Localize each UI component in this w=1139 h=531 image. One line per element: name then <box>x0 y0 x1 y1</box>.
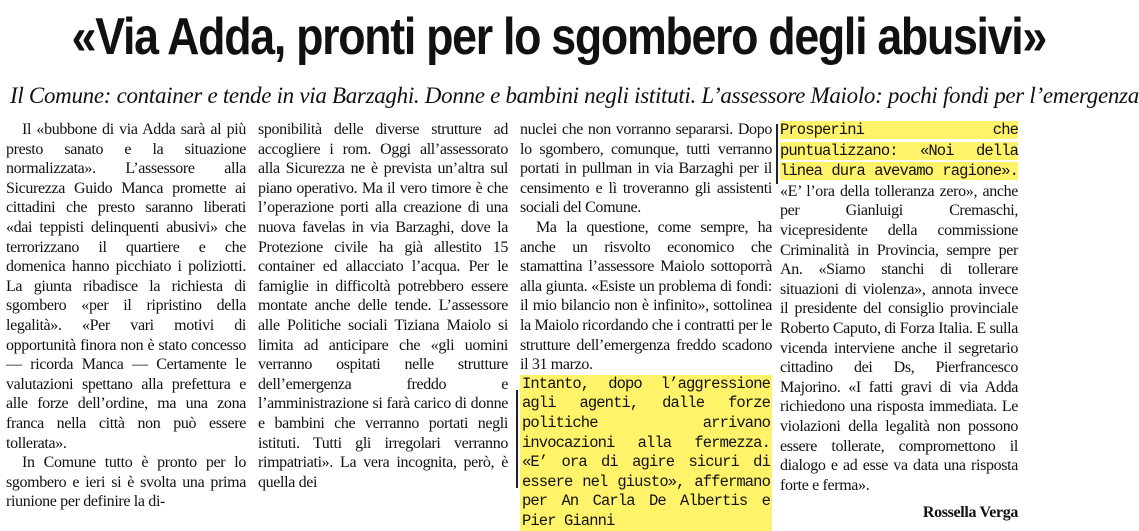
article-column-2 <box>258 120 508 495</box>
column-4-paragraph-1: «E’ l’ora della tolleranza zero», anche per Gianluigi Cremaschi, vicepresidente della commissione Criminalità in Provincia, sempre per An. «Siamo stanchi di tollerare situazioni di violenza», annota invece il presidente del consiglio provinciale Roberto Caputo, di Forza Italia. E sulla vicenda interviene anche il segretario cittadino dei Ds, Pierfrancesco Majorino. «I fatti gravi di via Adda richiedono una risposta immediata. Le violazioni della legalità non possono essere tollerate, compromettono il dialogo e ad esse va data una risposta forte e ferma». <box>780 182 1018 494</box>
article-column-1 <box>6 120 246 511</box>
article-column-4 <box>780 120 1018 522</box>
margin-marker-line <box>516 390 518 488</box>
column-1-paragraph-1: Il «bubbone di via Adda sarà al più presto sanato e la situazione normalizzata». L’assessore alla Sicurezza Guido Manca promette ai cittadini che presto saranno liberati «dai teppisti delinquenti abusivi» che terrorizzano il quartiere e che domenica hanno picchiato i poliziotti. La giunta ribadisce la richiesta di sgombero «per il ripristino della legalità». «Per vari motivi di opportunità finora non è stato concesso — ricorda Manca — Certamente le valutazioni spettano alla prefettura e alle forze dell’ordine, ma una zona franca nella città non può essere tollerata». <box>6 121 246 452</box>
margin-marker-line-top <box>776 124 778 184</box>
highlighted-quote-block: Intanto, dopo l’aggressione agli agenti, dalle forze politiche arrivano invocazioni alla fermezza. «E’ ora di agire sicuri di essere nel giusto», affermano per An Carla De Albertis e Pier Gianni <box>522 374 770 530</box>
headline: «Via Adda, pronti per lo sgombero degli abusivi» <box>71 8 1046 66</box>
column-1-paragraph-2: In Comune tutto è pronto per lo sgombero e ieri si è svolta una prima riunione per definire la di- <box>6 454 246 511</box>
column-3-paragraph-2: Ma la questione, come sempre, ha anche un risvolto economico che stamattina l’assessore Maiolo sottoporrà alla giunta. «Esiste un problema di fondi: il mio bilancio non è infinito», sottolinea la Maiolo ricordando che i contratti per le strutture dell’emergenza freddo scadono il 31 marzo. <box>520 218 772 374</box>
byline: Rossella Verga <box>922 504 1018 522</box>
column-2-paragraph-1: sponibilità delle diverse strutture ad accogliere i rom. Oggi all’assessorato alla Sicurezza ne è prevista un’altra sul piano operativo. Ma il vero timore è che l’operazione porti alla creazione di una nuova favelas in via Barzaghi, dove la Protezione civile ha già allestito 15 container ed allacciato l’acqua. Per le famiglie in difficoltà potrebbero essere montate anche delle tende. L’assessore alle Politiche sociali Tiziana Maiolo si limita ad anticipare che «gli uomini verranno ospitati nelle strutture dell’emergenza freddo e l’amministrazione si farà carico di donne e bambini che verranno portati negli istituti. Tutti gli irregolari verranno rimpatriati». La vera incognita, però, è quella dei <box>258 121 508 491</box>
article-column-3 <box>520 120 772 530</box>
highlighted-quote-inline: Prosperini che puntualizzano: «Noi della linea dura avevamo ragione». <box>780 121 1018 181</box>
column-3-paragraph-1: nuclei che non vorranno separarsi. Dopo lo sgombero, comunque, tutti verranno portati in pullman in via Barzaghi per il censimento e lì troveranno gli assistenti sociali del Comune. <box>520 121 772 217</box>
subheadline: Il Comune: container e tende in via Barzaghi. Donne e bambini negli istituti. L’assessore Maiolo: pochi fondi per l’emergenza <box>10 83 1139 108</box>
